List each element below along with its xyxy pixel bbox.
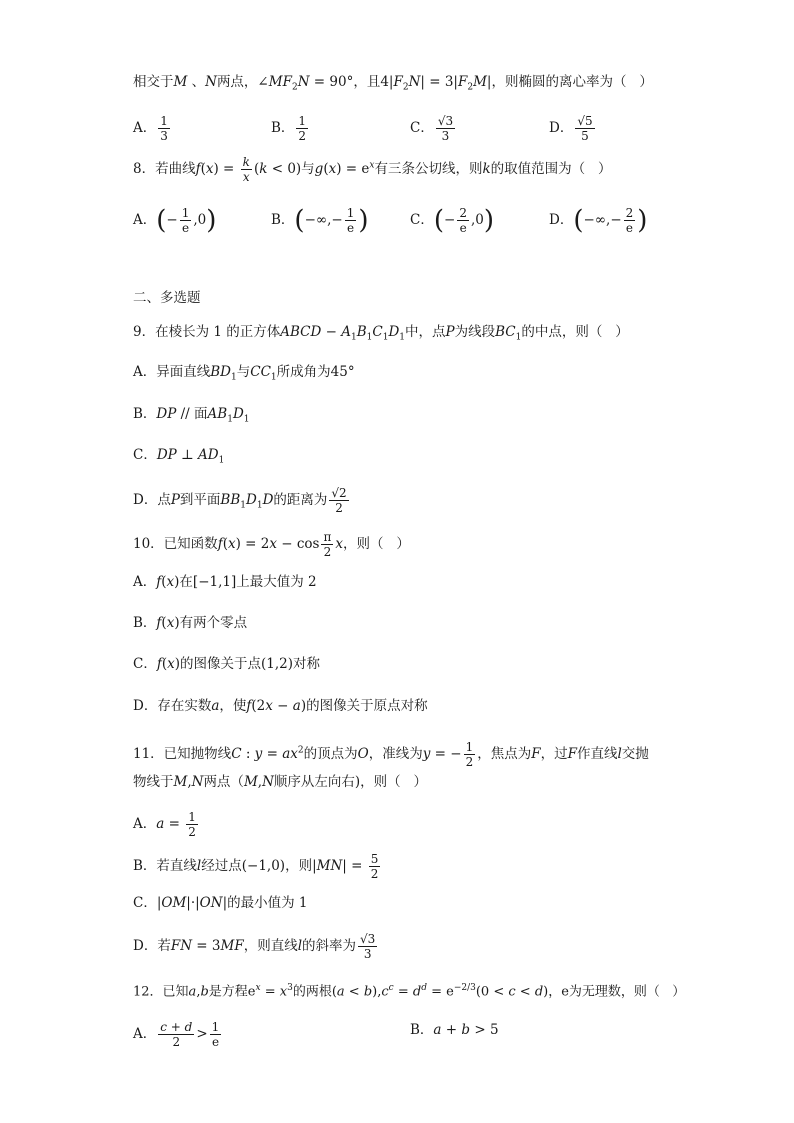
q9-stem: 9．在棱长为 1 的正方体ABCD − $A_1B_1C_1D_1$中，点P为线段$BC_1$的中点，则（ ）	[133, 324, 629, 343]
q9-option-c[interactable]: C．DP ⊥ $AD_1$	[133, 447, 225, 466]
q11-stem-line2: 物线于M,N两点（M,N顺序从左向右)，则（ ）	[133, 774, 428, 790]
q11-stem-line1: 11．已知抛物线C : $y = ax^2$的顶点为O，准线为y = − $\frac{1}{2}$ ，焦点为F，过F作直线l交抛	[133, 740, 649, 769]
q7-stem: 相交于M 、N两点，$\angle MF_2N = 90^\circ$，且$4|F_2N| = 3|F_2M|$，则椭圆的离心率为（ ）	[133, 74, 653, 93]
q9-option-a[interactable]: A．异面直线$BD_1$与$CC_1$所成角为45°	[133, 364, 355, 383]
q11-option-a[interactable]: A．a = $\frac{1}{2}$	[133, 810, 196, 839]
q8-option-c[interactable]: C．(− $\frac{2}{e}$ ,0)	[410, 205, 494, 236]
q10-option-c[interactable]: C．f(x)的图像关于点(1,2)对称	[133, 656, 321, 672]
q8-stem: 8．若曲线f(x) = $\frac{k}{x}$ (k < 0)与$g(x) = e^x$有三条公切线，则k的取值范围为（ ）	[133, 155, 612, 184]
q10-option-b[interactable]: B．f(x)有两个零点	[133, 615, 248, 631]
q10-option-a[interactable]: A．f(x)在[−1,1]上最大值为 2	[133, 574, 317, 590]
q10-stem: 10．已知函数f(x) = 2x − cos $\frac{\pi}{2}$ x，则（ ）	[133, 530, 410, 559]
q11-option-d[interactable]: D．若FN = 3MF，则直线l的斜率为 $\frac{√3}{3}$	[133, 932, 376, 961]
q7-option-c[interactable]: C． $\frac{√3}{3}$	[410, 114, 454, 143]
q7-option-b[interactable]: B． $\frac{1}{2}$	[271, 114, 307, 143]
q11-option-b[interactable]: B．若直线l经过点(−1,0)，则|MN| = $\frac{5}{2}$	[133, 852, 379, 881]
q9-option-d[interactable]: D．点P到平面$BB_1D_1D$的距离为 $\frac{√2}{2}$	[133, 486, 347, 515]
q7-option-d[interactable]: D． $\frac{√5}{5}$	[549, 114, 593, 143]
q12-option-a[interactable]: A． $\frac{c + d}{2}$ > $\frac{1}{e}$	[133, 1020, 220, 1049]
section-title: 二、多选题	[133, 290, 201, 306]
q8-option-d[interactable]: D．(−∞,− $\frac{2}{e}$ )	[549, 205, 648, 236]
q11-option-c[interactable]: C．|OM|·|ON|的最小值为 1	[133, 895, 308, 911]
q8-option-b[interactable]: B．(−∞,− $\frac{1}{e}$ )	[271, 205, 369, 236]
q12-stem: 12．已知a,b是方程$e^x = x^3$的两根$(a < b),c^c = d^d = e^{-2/3}(0 < c < d)$，e为无理数，则（ ）	[133, 983, 686, 1000]
q10-option-d[interactable]: D．存在实数a，使f(2x − a)的图像关于原点对称	[133, 698, 428, 714]
q9-option-b[interactable]: B．DP // 面$AB_1D_1$	[133, 406, 250, 425]
q12-option-b[interactable]: B．a + b > 5	[410, 1022, 499, 1038]
q7-option-a[interactable]: A． $\frac{1}{3}$	[133, 114, 168, 143]
q8-option-a[interactable]: A．(− $\frac{1}{e}$ ,0)	[133, 205, 217, 236]
